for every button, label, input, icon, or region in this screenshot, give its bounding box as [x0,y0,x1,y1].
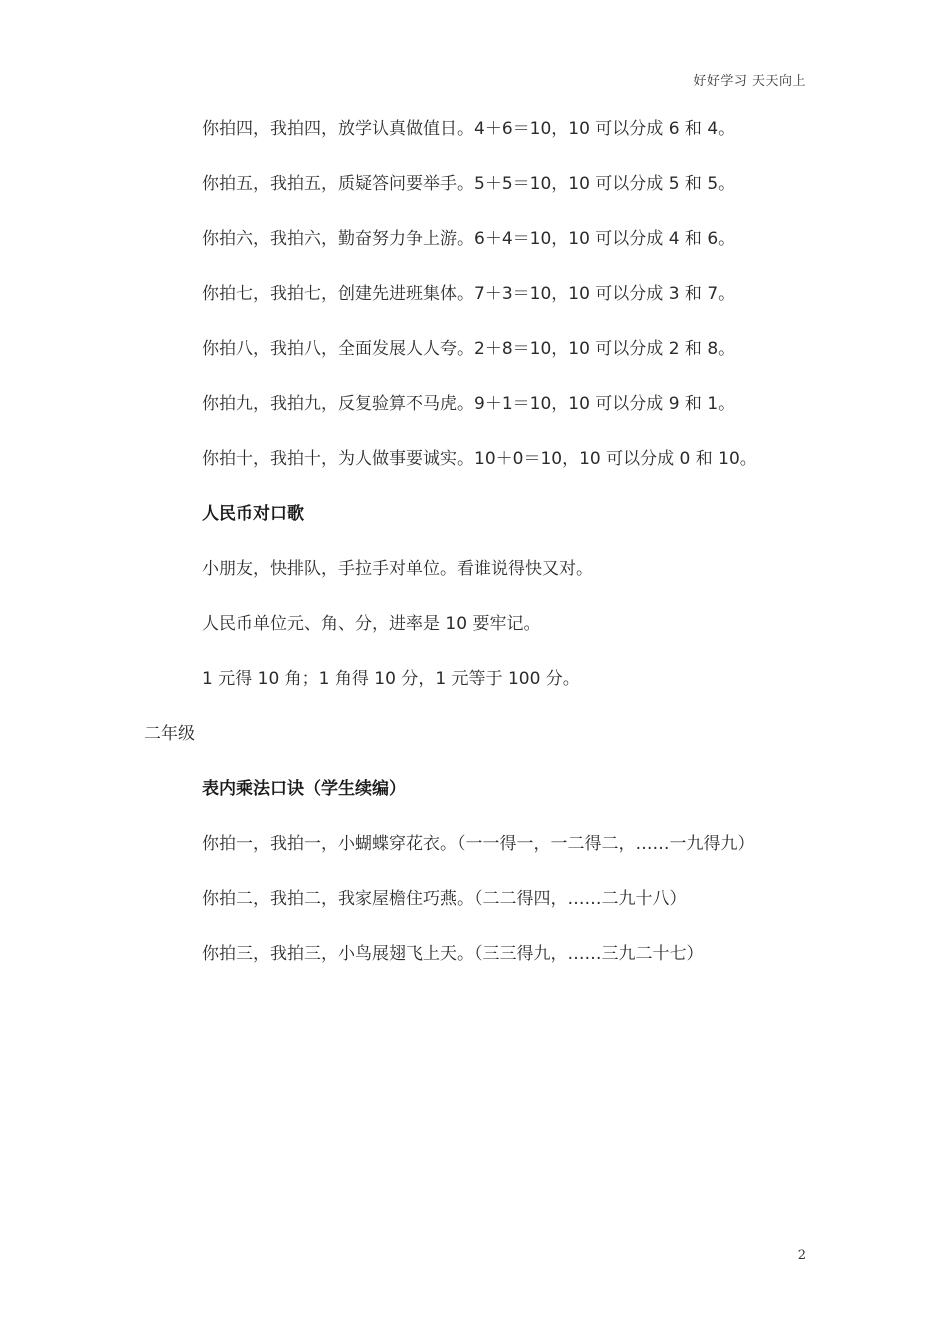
currency-paragraph-2: 人民币单位元、角、分，进率是 10 要牢记。 [202,614,541,634]
multiplication-paragraph-3: 你拍三，我拍三，小鸟展翅飞上天。（三三得九，……三九二十七） [202,944,704,964]
section-title-multiplication: 表内乘法口诀（学生续编） [202,779,406,799]
currency-paragraph-1: 小朋友，快排队，手拉手对单位。看谁说得快又对。 [202,559,593,579]
rhyme-paragraph-4: 你拍四，我拍四，放学认真做值日。4＋6＝10，10 可以分成 6 和 4。 [202,119,736,139]
page-header: 好好学习 天天向上 [693,74,806,89]
rhyme-paragraph-7: 你拍七，我拍七，创建先进班集体。7＋3＝10，10 可以分成 3 和 7。 [202,284,736,304]
rhyme-paragraph-5: 你拍五，我拍五，质疑答问要举手。5＋5＝10，10 可以分成 5 和 5。 [202,174,736,194]
page-number: 2 [797,1248,806,1263]
grade-label: 二年级 [144,724,195,744]
document-body [144,117,762,997]
rhyme-paragraph-6: 你拍六，我拍六，勤奋努力争上游。6＋4＝10，10 可以分成 4 和 6。 [202,229,736,249]
rhyme-paragraph-8: 你拍八，我拍八，全面发展人人夸。2＋8＝10，10 可以分成 2 和 8。 [202,339,736,359]
currency-paragraph-3: 1 元得 10 角；1 角得 10 分，1 元等于 100 分。 [202,669,580,689]
section-title-currency: 人民币对口歌 [202,504,304,524]
multiplication-paragraph-1: 你拍一，我拍一，小蝴蝶穿花衣。（一一得一，一二得二，……一九得九） [202,834,755,854]
rhyme-paragraph-10: 你拍十，我拍十，为人做事要诚实。10＋0＝10，10 可以分成 0 和 10。 [202,449,757,469]
multiplication-paragraph-2: 你拍二，我拍二，我家屋檐住巧燕。（二二得四，……二九十八） [202,889,687,909]
rhyme-paragraph-9: 你拍九，我拍九，反复验算不马虎。9＋1＝10，10 可以分成 9 和 1。 [202,394,736,414]
